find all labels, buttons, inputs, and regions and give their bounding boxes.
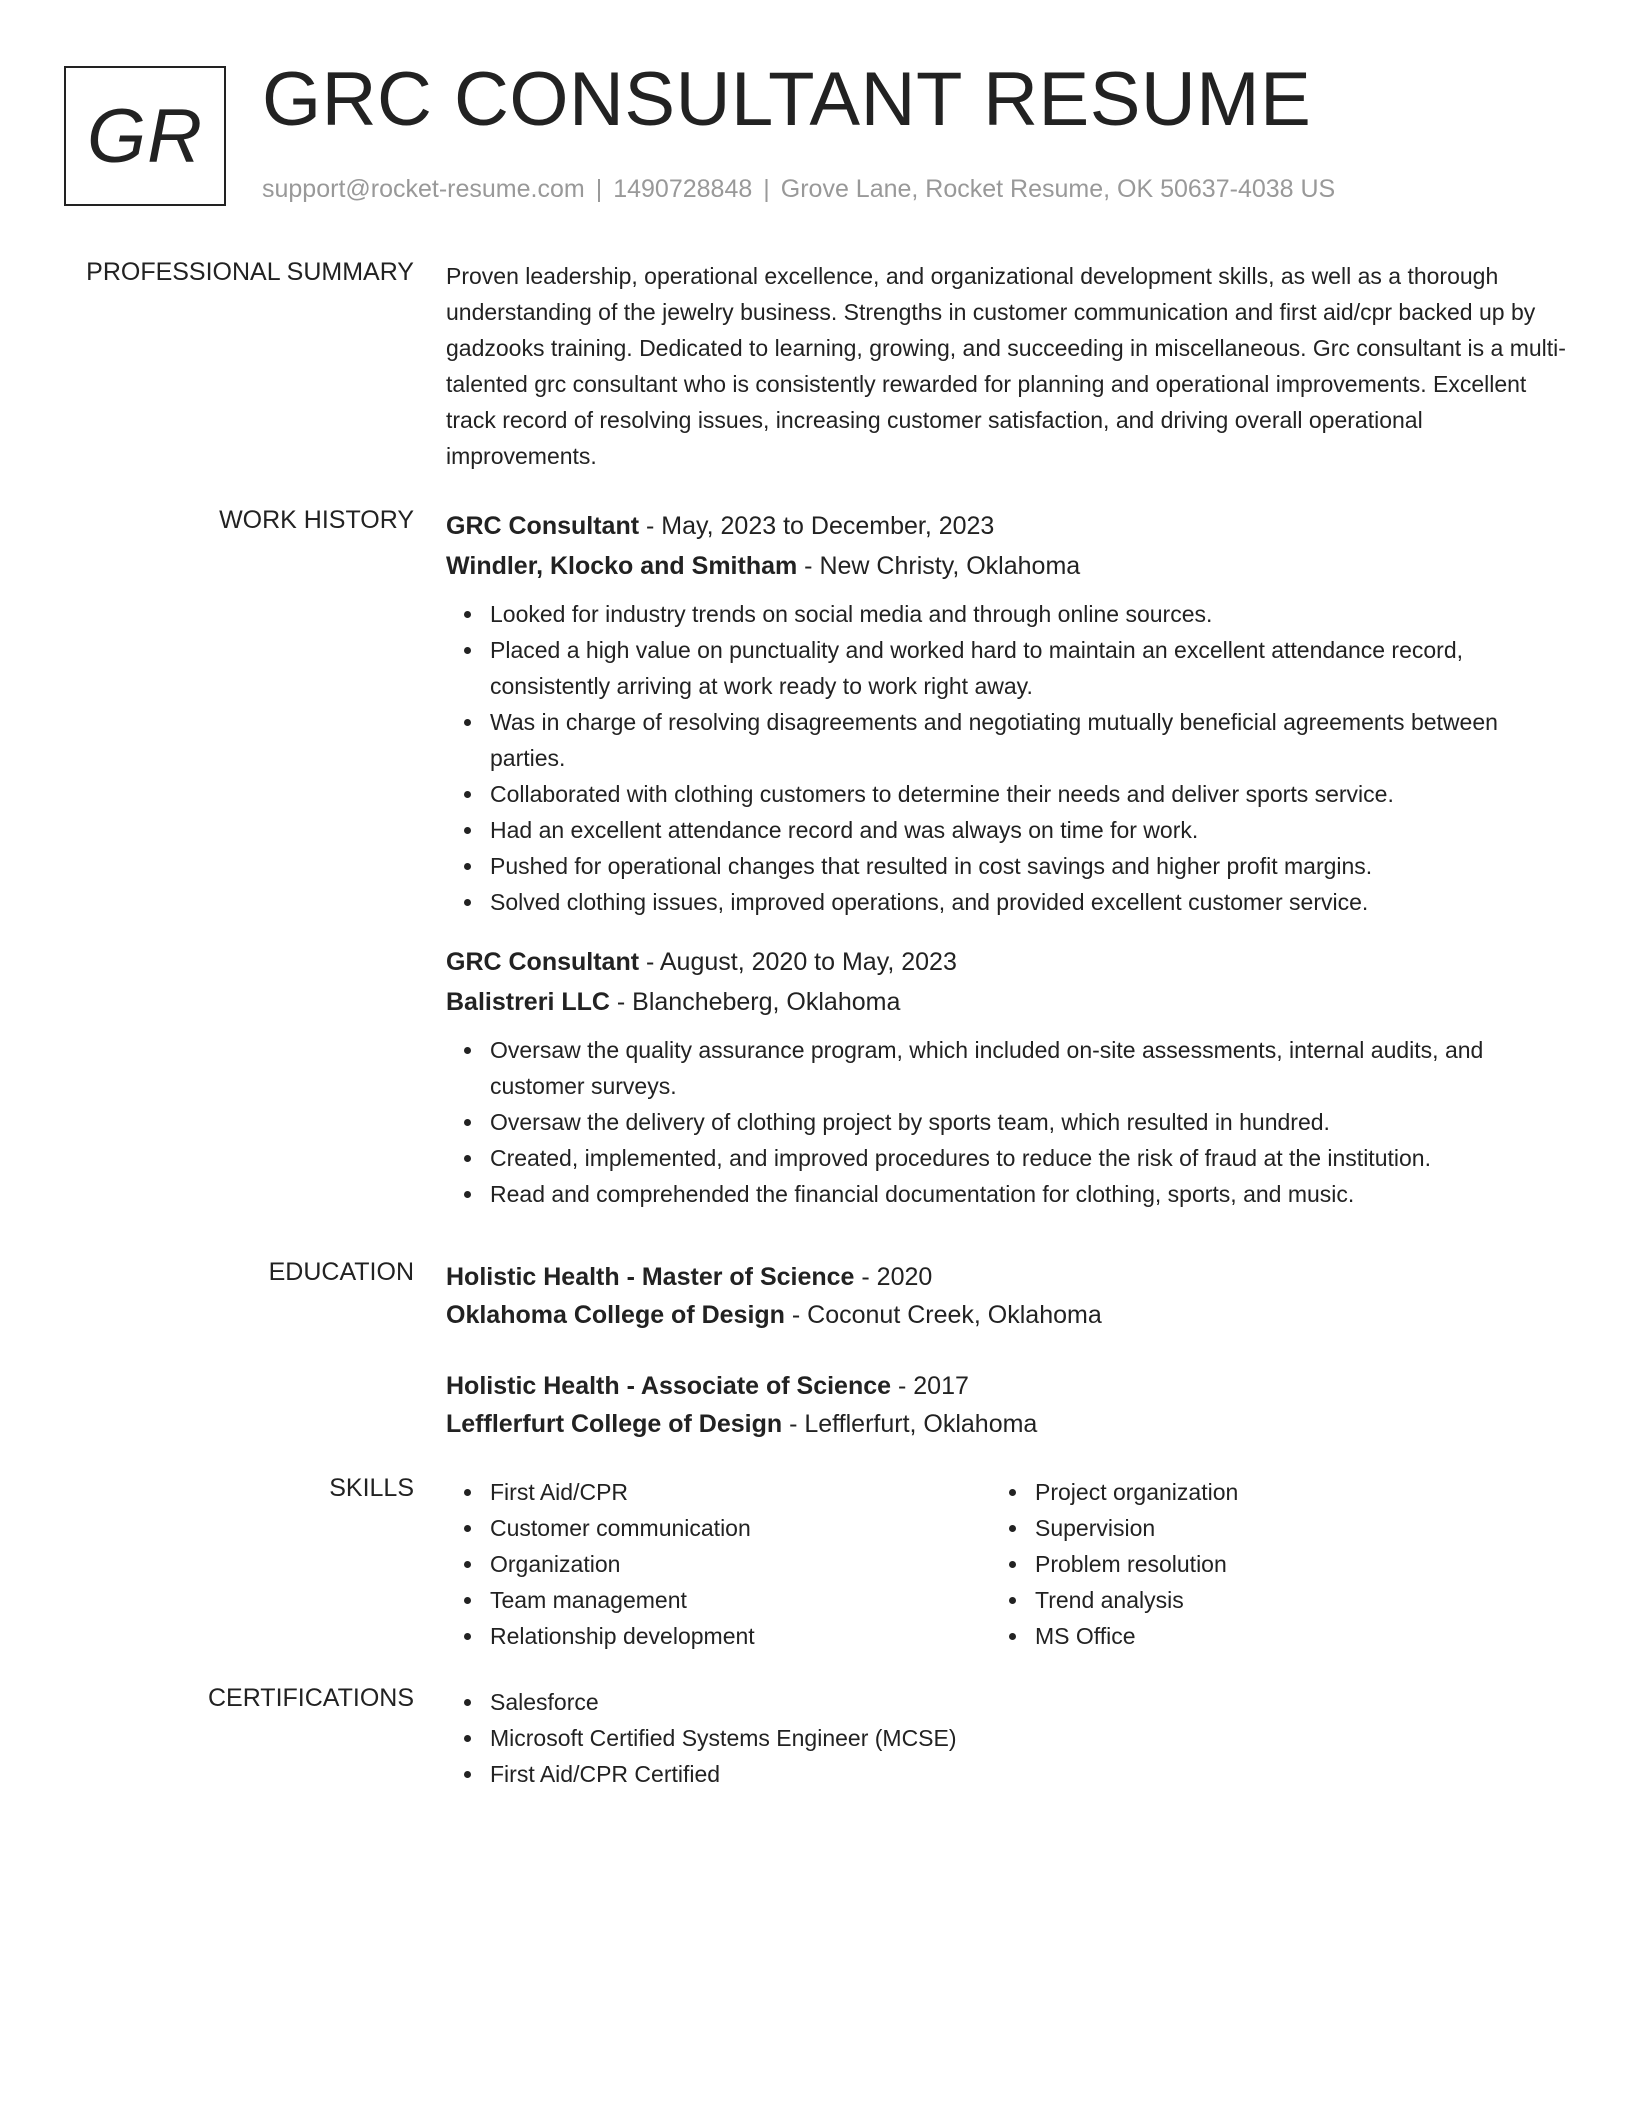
job-title-line	[446, 942, 1566, 982]
job-company: Balistreri LLC	[446, 988, 610, 1016]
page-title: GRC CONSULTANT RESUME	[262, 57, 1312, 142]
job-bullet: Created, implemented, and improved procedures to reduce the risk of fraud at the institution.	[490, 1140, 1566, 1176]
contact-email: support@rocket-resume.com	[262, 175, 585, 203]
summary-text: Proven leadership, operational excellence, and organizational development skills, as well as a thorough understanding of the jewelry business. Strengths in customer communication and first aid/cpr backed up by gadzooks training. Dedicated to learning, growing, and succeeding in miscellaneous. Grc consultant is a multi-talented grc consultant who is consistently rewarded for planning and operational improvements. Excellent track record of resolving issues, increasing customer satisfaction, and driving overall operational improvements.	[446, 263, 1566, 469]
job-dates: - August, 2020 to May, 2023	[639, 948, 957, 976]
education-school: Oklahoma College of Design	[446, 1301, 785, 1329]
job-entry	[446, 506, 1566, 920]
job-title: GRC Consultant	[446, 512, 640, 540]
job-entry	[446, 942, 1566, 1212]
job-bullet: Had an excellent attendance record and was always on time for work.	[490, 812, 1566, 848]
section-label-education: EDUCATION	[268, 1258, 414, 1286]
skill-item: Supervision	[1035, 1510, 1238, 1546]
job-bullet: Solved clothing issues, improved operations, and provided excellent customer service.	[490, 884, 1566, 920]
skill-item: Team management	[490, 1582, 755, 1618]
job-location: - Blancheberg, Oklahoma	[609, 988, 901, 1016]
job-bullet: Collaborated with clothing customers to determine their needs and deliver sports service.	[490, 776, 1566, 812]
skill-item: First Aid/CPR	[490, 1474, 755, 1510]
job-bullet: Oversaw the quality assurance program, which included on-site assessments, internal audits, and customer surveys.	[490, 1032, 1566, 1104]
contact-phone: 1490728848	[613, 175, 753, 203]
contact-address: Grove Lane, Rocket Resume, OK 50637-4038 US	[780, 175, 1336, 203]
education-degree: Holistic Health - Associate of Science	[446, 1372, 892, 1400]
education-degree-line	[446, 1258, 1566, 1296]
skill-item: Problem resolution	[1035, 1546, 1238, 1582]
skill-item: MS Office	[1035, 1618, 1238, 1654]
education-location: - Lefflerfurt, Oklahoma	[782, 1410, 1038, 1438]
job-bullets	[446, 1032, 1566, 1212]
job-company-line	[446, 546, 1566, 586]
skills-list	[991, 1474, 1238, 1654]
skill-item: Relationship development	[490, 1618, 755, 1654]
job-bullet: Placed a high value on punctuality and worked hard to maintain an excellent attendance record, consistently arriving at work ready to work right away.	[490, 632, 1566, 704]
education-school-line	[446, 1296, 1566, 1334]
skills-list	[446, 1474, 755, 1654]
monogram-logo: GR	[64, 66, 226, 206]
section-label-work-history: WORK HISTORY	[219, 506, 414, 534]
education-entry	[446, 1367, 1566, 1443]
contact-separator: |	[763, 175, 770, 203]
education-entry	[446, 1258, 1566, 1334]
certification-item: First Aid/CPR Certified	[490, 1756, 1566, 1792]
skill-item: Trend analysis	[1035, 1582, 1238, 1618]
job-dates: - May, 2023 to December, 2023	[639, 512, 995, 540]
section-label-certifications: CERTIFICATIONS	[207, 1684, 414, 1712]
education-degree-line	[446, 1367, 1566, 1405]
education-year: - 2017	[891, 1372, 969, 1400]
section-label-summary: PROFESSIONAL SUMMARY	[86, 258, 414, 286]
skill-item: Organization	[490, 1546, 755, 1582]
job-bullet: Was in charge of resolving disagreements and negotiating mutually beneficial agreements between parties.	[490, 704, 1566, 776]
job-bullet: Pushed for operational changes that resulted in cost savings and higher profit margins.	[490, 848, 1566, 884]
education-school: Lefflerfurt College of Design	[446, 1410, 783, 1438]
skill-item: Project organization	[1035, 1474, 1238, 1510]
job-title: GRC Consultant	[446, 948, 640, 976]
job-location: - New Christy, Oklahoma	[797, 552, 1081, 580]
job-bullets	[446, 596, 1566, 920]
job-bullet: Oversaw the delivery of clothing project by sports team, which resulted in hundred.	[490, 1104, 1566, 1140]
education-location: - Coconut Creek, Oklahoma	[784, 1301, 1102, 1329]
section-label-skills: SKILLS	[329, 1474, 414, 1502]
skill-item: Customer communication	[490, 1510, 755, 1546]
job-title-line	[446, 506, 1566, 546]
education-school-line	[446, 1405, 1566, 1443]
certification-item: Salesforce	[490, 1684, 1566, 1720]
education-degree: Holistic Health - Master of Science	[446, 1263, 855, 1291]
contact-line	[262, 175, 1335, 204]
skills-column-left	[446, 1474, 755, 1654]
job-bullet: Looked for industry trends on social media and through online sources.	[490, 596, 1566, 632]
certifications-list	[446, 1684, 1566, 1792]
education-year: - 2020	[854, 1263, 933, 1291]
job-bullet: Read and comprehended the financial documentation for clothing, sports, and music.	[490, 1176, 1566, 1212]
job-company: Windler, Klocko and Smitham	[446, 552, 798, 580]
contact-separator: |	[595, 175, 603, 203]
skills-column-right	[991, 1474, 1238, 1654]
job-company-line	[446, 982, 1566, 1022]
certification-item: Microsoft Certified Systems Engineer (MCSE)	[490, 1720, 1566, 1756]
